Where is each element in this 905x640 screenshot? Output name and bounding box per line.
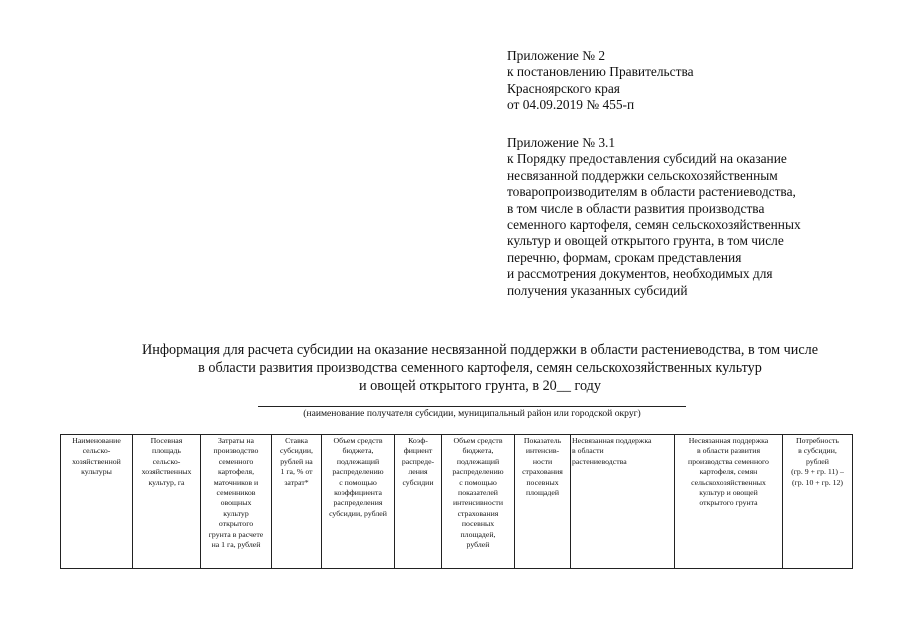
annex-sub-block [507, 135, 801, 299]
subsidy-table [60, 434, 853, 569]
annex-main-line: к постановлению Правительства [507, 64, 694, 80]
annex-sub-line: к Порядку предоставления субсидий на оказание [507, 151, 787, 167]
annex-sub-line: перечню, формам, срокам представления [507, 249, 742, 265]
annex-sub-line: получения указанных субсидий [507, 282, 688, 298]
annex-sub-line: семенного картофеля, семян сельскохозяйственных [507, 217, 801, 233]
header-production-costs: Затраты на производство семенного картофеля, маточников и семенников овощных культур открытого грунта в расчете на 1 га, рублей [201, 435, 272, 569]
header-support-crop-production: Несвязанная поддержка в области растениеводства [571, 435, 675, 569]
header-subsidy-rate: Ставка субсидии, рублей на 1 га, % от затрат* [272, 435, 322, 569]
annex-main-line: Приложение № 2 [507, 48, 606, 63]
table-header-row [61, 435, 853, 569]
annex-main-block [507, 48, 694, 114]
header-support-seed-production: Несвязанная поддержка в области развития производства семенного картофеля, семян сельскохозяйственных культур и овощей открытого грунта [675, 435, 783, 569]
document-title [60, 341, 900, 395]
header-subsidy-need: Потребность в субсидии, рублей (гр. 9 + гр. 11) – (гр. 10 + гр. 12) [783, 435, 853, 569]
annex-main-line: от 04.09.2019 № 455-п [507, 97, 635, 113]
annex-main-line: Красноярского края [507, 80, 620, 96]
annex-sub-line: культур и овощей открытого грунта, в том числе [507, 233, 784, 249]
annex-sub-line: в том числе в области развития производства [507, 200, 765, 216]
title-line: в области развития производства семенного картофеля, семян сельскохозяйственных культур [198, 360, 762, 376]
header-budget-by-insurance: Объем средств бюджета, подлежащий распределению с помощью показателей интенсивности страхования посевных площадей, рублей [442, 435, 515, 569]
recipient-caption: (наименование получателя субсидии, муниципальный район или городской округ) [303, 408, 641, 419]
title-line: и овощей открытого грунта, в 20__ году [359, 378, 601, 394]
annex-sub-line: товаропроизводителям в области растениеводства, [507, 184, 796, 200]
annex-sub-line: и рассмотрения документов, необходимых для [507, 266, 773, 282]
header-insurance-intensity: Показатель интенсив- ности страхования посевных площадей [515, 435, 571, 569]
header-budget-by-coefficient: Объем средств бюджета, подлежащий распределению с помощью коэффициента распределения субсидии, рублей [322, 435, 395, 569]
header-sown-area: Посевная площадь сельско- хозяйственных культур, га [133, 435, 201, 569]
annex-sub-line: несвязанной поддержки сельскохозяйственным [507, 167, 778, 183]
header-distribution-coefficient: Коэф- фициент распреде- ления субсидии [395, 435, 442, 569]
header-crop-name: Наименование сельско- хозяйственной культуры [61, 435, 133, 569]
annex-sub-line: Приложение № 3.1 [507, 135, 616, 150]
recipient-fill-line [258, 406, 686, 407]
title-line: Информация для расчета субсидии на оказание несвязанной поддержки в области растениеводства, в том числе [141, 342, 818, 358]
